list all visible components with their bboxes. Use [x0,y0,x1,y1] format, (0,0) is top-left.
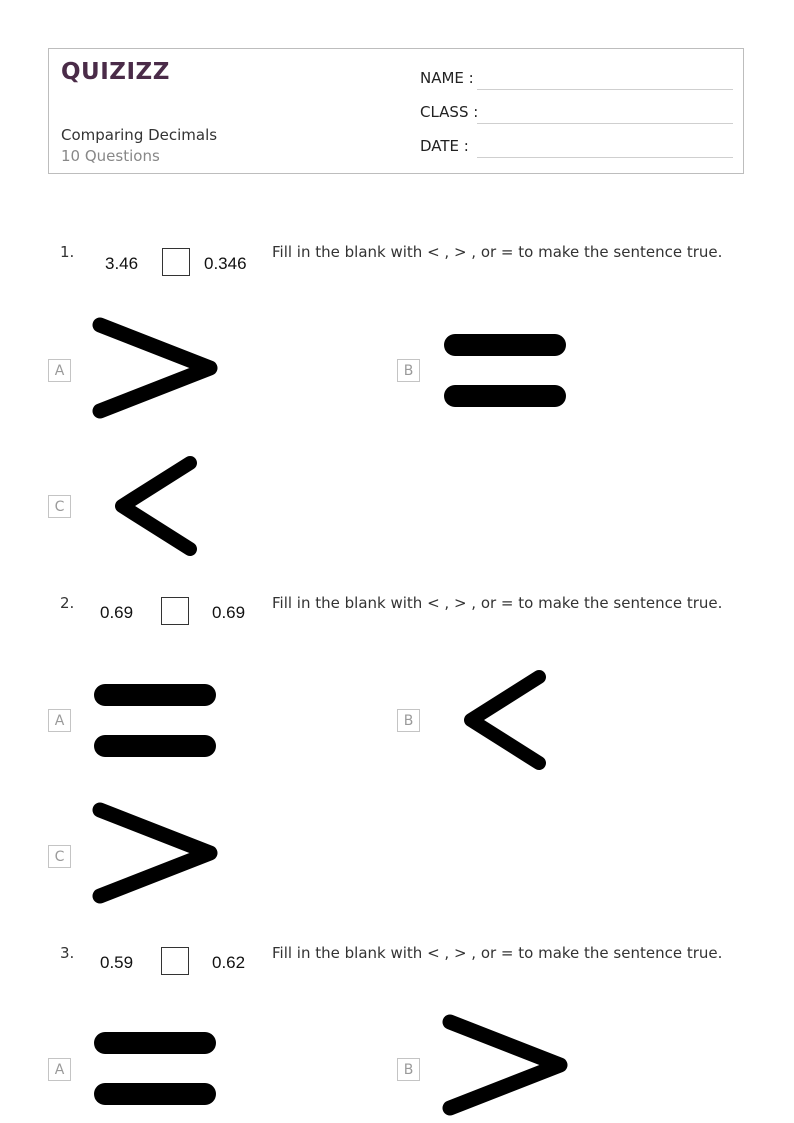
option-a-badge[interactable]: A [48,359,71,382]
option-a-badge[interactable]: A [48,1058,71,1081]
class-label: CLASS : [420,103,479,121]
worksheet-title: Comparing Decimals [61,126,218,144]
left-decimal: 0.69 [100,603,134,622]
answer-blank-box [161,597,189,625]
question-prompt: Fill in the blank with < , > , or = to make the sentence true. [272,594,723,612]
class-line[interactable] [477,123,733,124]
question-number: 2. [60,594,75,612]
answer-blank-box [161,947,189,975]
option-b-badge[interactable]: B [397,709,420,732]
right-decimal: 0.69 [212,603,246,622]
date-line[interactable] [477,157,733,158]
option-c-badge[interactable]: C [48,495,71,518]
option-b-badge[interactable]: B [397,1058,420,1081]
equals-icon[interactable] [90,1028,225,1113]
less-than-icon[interactable] [108,453,203,561]
question-count: 10 Questions [61,147,160,165]
question-prompt: Fill in the blank with < , > , or = to make the sentence true. [272,944,723,962]
name-line[interactable] [477,89,733,90]
equals-icon[interactable] [90,680,225,765]
option-a-badge[interactable]: A [48,709,71,732]
right-decimal: 0.62 [212,953,246,972]
greater-than-icon[interactable] [90,800,225,915]
left-decimal: 0.59 [100,953,134,972]
option-c-badge[interactable]: C [48,845,71,868]
date-label: DATE : [420,137,469,155]
question-number: 3. [60,944,75,962]
right-decimal: 0.346 [204,254,247,273]
answer-blank-box [162,248,190,276]
equals-icon[interactable] [440,330,575,415]
greater-than-icon[interactable] [90,315,225,430]
question-prompt: Fill in the blank with < , > , or = to make the sentence true. [272,243,723,261]
greater-than-icon[interactable] [440,1012,575,1123]
quizizz-logo: QUIZIZZ [61,59,170,85]
worksheet-header [48,48,744,174]
name-label: NAME : [420,69,474,87]
left-decimal: 3.46 [105,254,139,273]
question-number: 1. [60,243,75,261]
option-b-badge[interactable]: B [397,359,420,382]
less-than-icon[interactable] [457,667,552,775]
